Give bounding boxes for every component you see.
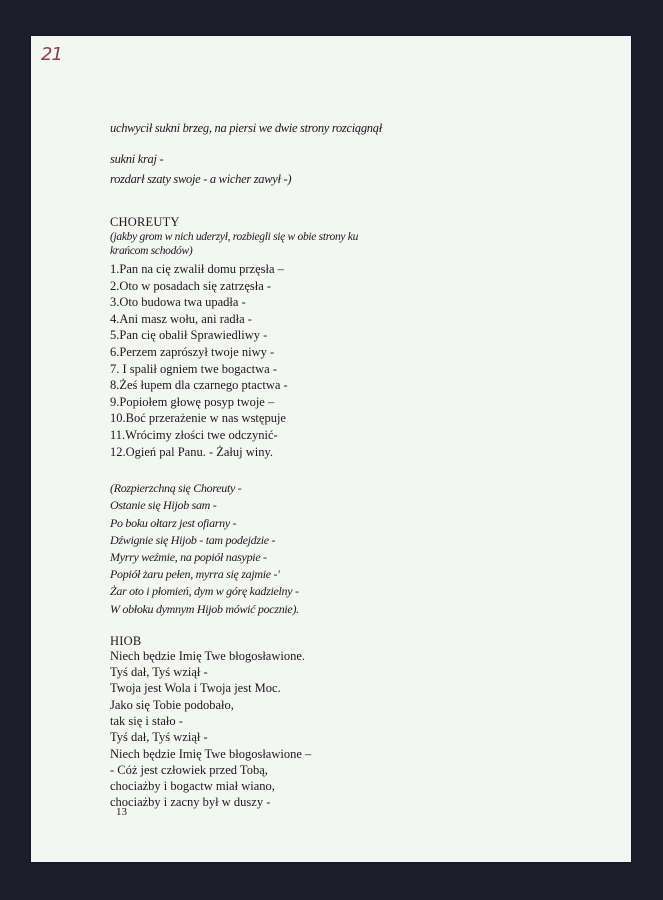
choreuty-verse xyxy=(110,261,590,460)
stage-line-5: Myrry weźmie, na popiół nasypie - xyxy=(110,549,267,564)
choreuty-line-9: 9.Popiołem głowę posyp twoje – xyxy=(110,394,275,409)
page-number: 13 xyxy=(116,806,127,818)
hiob-line-2: Tyś dał, Tyś wziął - xyxy=(110,665,208,680)
choreuty-line-2: 2.Oto w posadach się zatrzęsła - xyxy=(110,278,272,293)
stage-line-3: Po boku ołtarz jest ofiarny - xyxy=(110,515,237,530)
document-page xyxy=(31,36,631,862)
stage-direction-block xyxy=(110,480,590,618)
hiob-line-9: chociażby i bogactw miał wiano, xyxy=(110,779,275,794)
opening-line-3: rozdarł szaty swoje - a wicher zawył -) xyxy=(110,172,292,186)
choreuty-line-7: 7. I spalił ogniem twe bogactwa - xyxy=(110,361,277,376)
stage-line-4: Dźwignie się Hijob - tam podejdzie - xyxy=(110,532,276,547)
opening-line-2: sukni kraj - xyxy=(110,151,164,166)
choreuty-line-6: 6.Perzem zaprószył twoje niwy - xyxy=(110,344,275,359)
stage-line-2: Ostanie się Hijob sam - xyxy=(110,498,217,513)
choreuty-line-3: 3.Oto budowa twa upadła - xyxy=(110,295,246,310)
choreuty-line-4: 4.Ani masz wołu, ani radła - xyxy=(110,311,252,326)
choreuty-line-11: 11.Wrócimy złości twe odczynić- xyxy=(110,427,278,442)
stage-line-1: (Rozpierzchną się Choreuty - xyxy=(110,481,242,496)
choreuty-direction-line-1: (jakby grom w nich uderzył, rozbiegli się w obie strony ku xyxy=(110,231,359,243)
hiob-line-10: chociażby i zacny był w duszy - xyxy=(110,795,271,810)
opening-line-1: uchwycił sukni brzeg, na piersi we dwie strony rozciągnął xyxy=(110,121,382,135)
choreuty-line-1: 1.Pan na cię zwalił domu przęsła – xyxy=(110,262,284,276)
text-body xyxy=(110,120,590,811)
hiob-line-7: Niech będzie Imię Twe błogosławione – xyxy=(110,746,312,761)
choreuty-line-12: 12.Ogień pal Panu. - Żałuj winy. xyxy=(110,444,274,459)
hiob-line-5: tak się i stało - xyxy=(110,713,183,728)
choreuty-line-10: 10.Boć przerażenie w nas wstępuje xyxy=(110,411,286,426)
choreuty-direction-line-2: krańcom schodów) xyxy=(110,245,193,257)
speaker-hiob: HIOB xyxy=(110,633,142,648)
stage-line-8: W obłoku dymnym Hijob mówić pocznie). xyxy=(110,601,299,616)
stage-line-6: Popiół żaru pełen, myrra się zajmie -' xyxy=(110,567,280,582)
hiob-section xyxy=(110,634,590,811)
choreuty-section xyxy=(110,214,590,461)
hiob-line-4: Jako się Tobie podobało, xyxy=(110,697,234,712)
choreuty-stage-direction xyxy=(110,230,590,258)
choreuty-line-8: 8.Żeś łupem dla czarnego ptactwa - xyxy=(110,378,288,393)
hiob-line-6: Tyś dał, Tyś wziął - xyxy=(110,730,208,745)
handwritten-folio-number: 21 xyxy=(41,44,62,65)
hiob-line-1: Niech będzie Imię Twe błogosławione. xyxy=(110,648,306,663)
opening-stage-direction xyxy=(110,120,590,188)
hiob-line-3: Twoja jest Wola i Twoja jest Moc. xyxy=(110,681,281,696)
stage-line-7: Żar oto i płomień, dym w górę kadzielny - xyxy=(110,584,299,599)
hiob-line-8: - Cóż jest człowiek przed Tobą, xyxy=(110,762,268,777)
speaker-choreuty: CHOREUTY xyxy=(110,214,180,229)
choreuty-line-5: 5.Pan cię obalił Sprawiedliwy - xyxy=(110,328,268,343)
